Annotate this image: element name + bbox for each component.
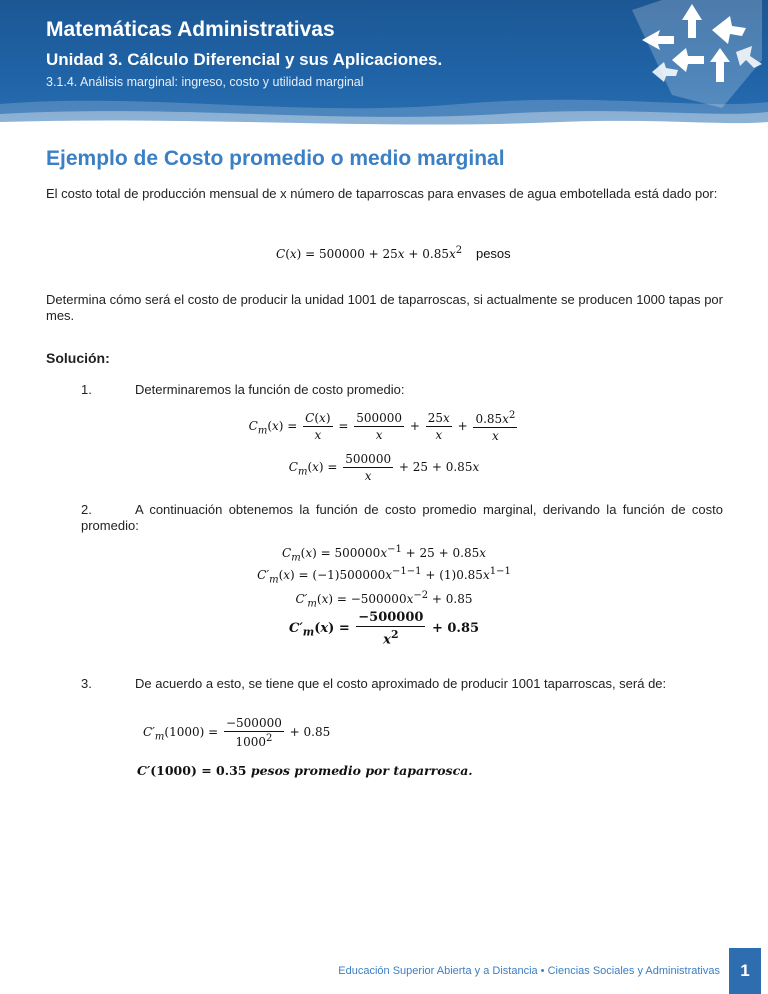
course-title: Matemáticas Administrativas xyxy=(46,18,335,41)
footer-text: Educación Superior Abierta y a Distancia • Ciencias Sociales y Administrativas xyxy=(338,965,720,977)
average-cost-simplified-equation: $C_m(x)$ = $\frac{500000}{x}$ + 25 + 0.85x xyxy=(288,452,480,483)
page-number: 1 xyxy=(729,948,761,994)
solution-label: Solución: xyxy=(46,350,110,366)
page-header xyxy=(0,0,768,132)
evaluation-equation: $C'_m(1000)$ = $\frac{-500000}{1000^2}$ + 0.85 xyxy=(143,716,331,749)
question-paragraph: Determina cómo será el costo de producir la unidad 1001 de taparroscas, si actualmente se producen 1000 tapas por mes. xyxy=(46,292,723,323)
step-text: Determinaremos la función de costo promedio: xyxy=(135,382,405,397)
step-number: 1. xyxy=(81,382,92,397)
conclusion-equation: C′(1000) = 0.35 pesos promedio por taparrosca. xyxy=(137,763,473,778)
step-text: A continuación obtenemos la función de costo promedio marginal, derivando la función de costo promedio: xyxy=(81,502,723,533)
conclusion-text: pesos promedio por taparrosca. xyxy=(250,763,473,778)
cost-function-equation: $C(x) = 500000 + 25x + 0.85x^2$ pesos xyxy=(276,245,511,261)
topic-subtitle: 3.1.4. Análisis marginal: ingreso, costo y utilidad marginal xyxy=(46,75,364,89)
unit-title: Unidad 3. Cálculo Diferencial y sus Aplicaciones. xyxy=(46,50,443,69)
average-cost-power-equation: $C_m(x) = 500000x^{-1} + 25 + 0.85x$ xyxy=(282,544,486,564)
derivative-step-equation: $C'_m(x) = (-1)500000x^{-1-1} + (1)0.85x^{1-1}$ xyxy=(257,566,511,586)
derivative-simplified-equation: $C'_m(x) = -500000x^{-2} + 0.85$ xyxy=(295,590,473,610)
average-cost-equation: $C_m(x)$ = $\frac{C(x)}{x}$ = $\frac{500000}{x}$ + $\frac{25x}{x}$ + $\frac{0.85x^2}{x}$ xyxy=(248,410,516,443)
intro-paragraph: El costo total de producción mensual de x número de taparroscas para envases de agua embotellada está dado por: xyxy=(46,186,718,201)
section-title: Ejemplo de Costo promedio o medio marginal xyxy=(46,147,505,170)
arrows-logo-icon xyxy=(612,0,768,110)
step-number: 2. xyxy=(81,502,92,517)
cost-unit: pesos xyxy=(475,246,511,261)
step-number: 3. xyxy=(81,676,92,691)
marginal-average-cost-equation: $C'_m(x)$ = $\frac{-500000}{x^2}$ + 0.85 xyxy=(288,610,480,648)
step-text: De acuerdo a esto, se tiene que el costo aproximado de producir 1001 taparroscas, será de: xyxy=(135,676,667,691)
